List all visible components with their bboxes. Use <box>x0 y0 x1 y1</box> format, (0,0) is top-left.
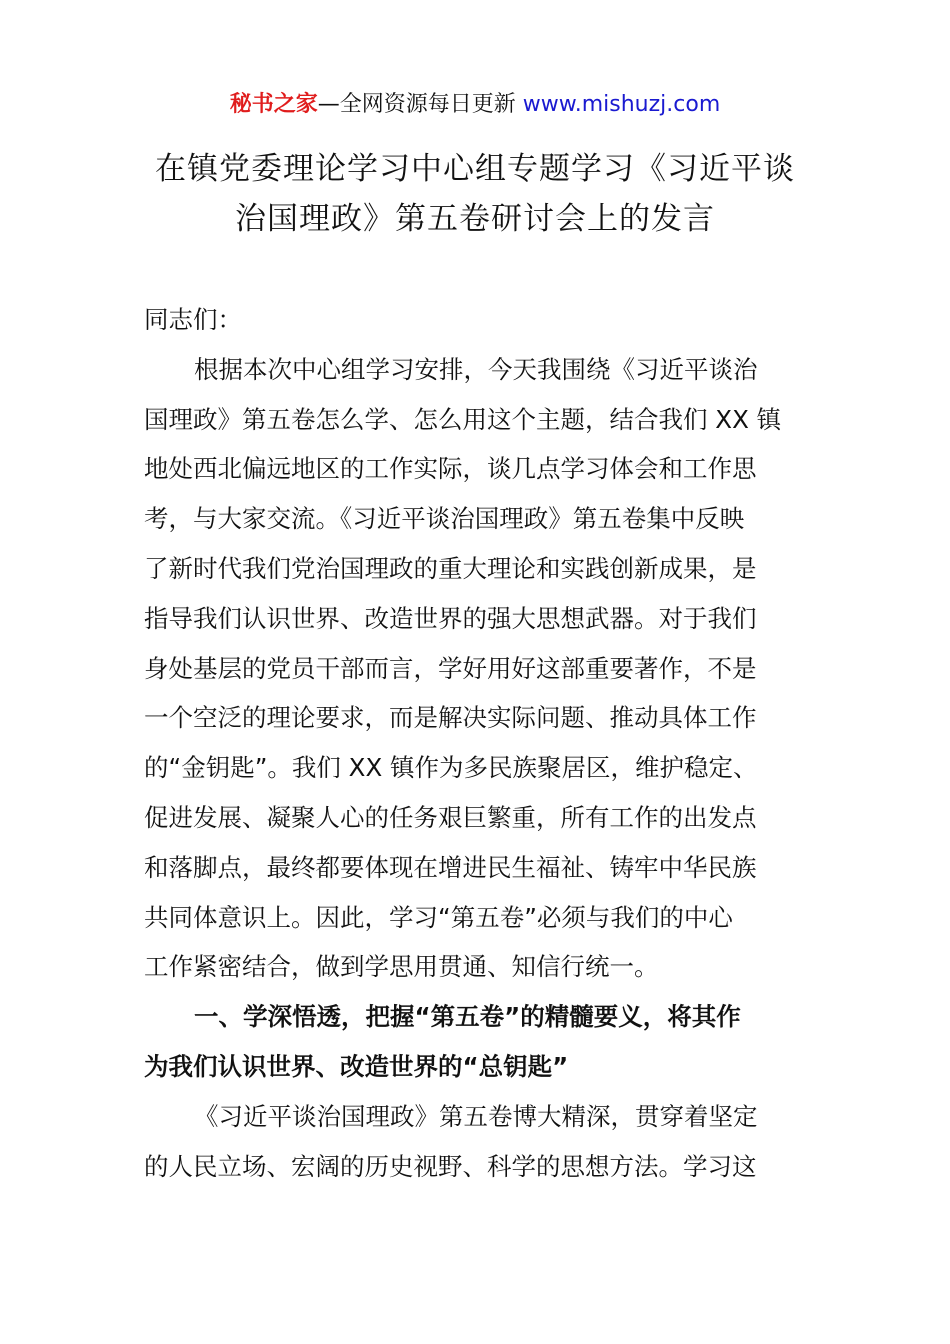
body-line: 共同体意识上。因此，学习“第五卷”必须与我们的中心 <box>144 902 733 932</box>
body-line: 国理政》第五卷怎么学、怎么用这个主题，结合我们 XX 镇 <box>144 404 782 434</box>
body-line: 根据本次中心组学习安排，今天我围绕《习近平谈治 <box>194 354 758 384</box>
body-line: 考，与大家交流。《习近平谈治国理政》第五卷集中反映 <box>144 504 745 534</box>
body-line: 工作紧密结合，做到学思用贯通、知信行统一。 <box>144 952 659 982</box>
body-line: 的人民立场、宏阔的历史视野、科学的思想方法。学习这 <box>144 1151 757 1181</box>
site-header <box>0 88 950 122</box>
body-line: 促进发展、凝聚人心的任务艰巨繁重，所有工作的出发点 <box>144 802 757 832</box>
body-line: 指导我们认识世界、改造世界的强大思想武器。对于我们 <box>144 603 757 633</box>
document-title <box>120 144 830 244</box>
salutation: 同志们： <box>144 305 242 334</box>
brand-name: 秘书之家 <box>229 92 318 117</box>
body-line: 身处基层的党员干部而言，学好用好这部重要著作，不是 <box>144 653 757 683</box>
body-line: 的“金钥匙”。我们 XX 镇作为多民族聚居区，维护稳定、 <box>144 753 758 783</box>
header-tagline: —全网资源每日更新 <box>317 92 516 117</box>
site-url-link[interactable]: www.mishuzj.com <box>522 92 721 117</box>
document-body <box>144 295 810 1191</box>
section-heading-line: 为我们认识世界、改造世界的“总钥匙” <box>144 1051 569 1081</box>
body-line: 和落脚点，最终都要体现在增进民生福祉、铸牢中华民族 <box>144 852 757 882</box>
body-line: 《习近平谈治国理政》第五卷博大精深，贯穿着坚定 <box>194 1101 758 1131</box>
title-line-2: 治国理政》第五卷研讨会上的发言 <box>235 201 715 237</box>
body-line: 一个空泛的理论要求，而是解决实际问题、推动具体工作 <box>144 703 757 733</box>
body-line: 地处西北偏远地区的工作实际，谈几点学习体会和工作思 <box>144 454 757 484</box>
title-line-1: 在镇党委理论学习中心组专题学习《习近平谈 <box>155 151 795 187</box>
section-heading-line: 一、学深悟透，把握“第五卷”的精髓要义，将其作 <box>194 1002 741 1032</box>
body-line: 了新时代我们党治国理政的重大理论和实践创新成果，是 <box>144 553 757 583</box>
